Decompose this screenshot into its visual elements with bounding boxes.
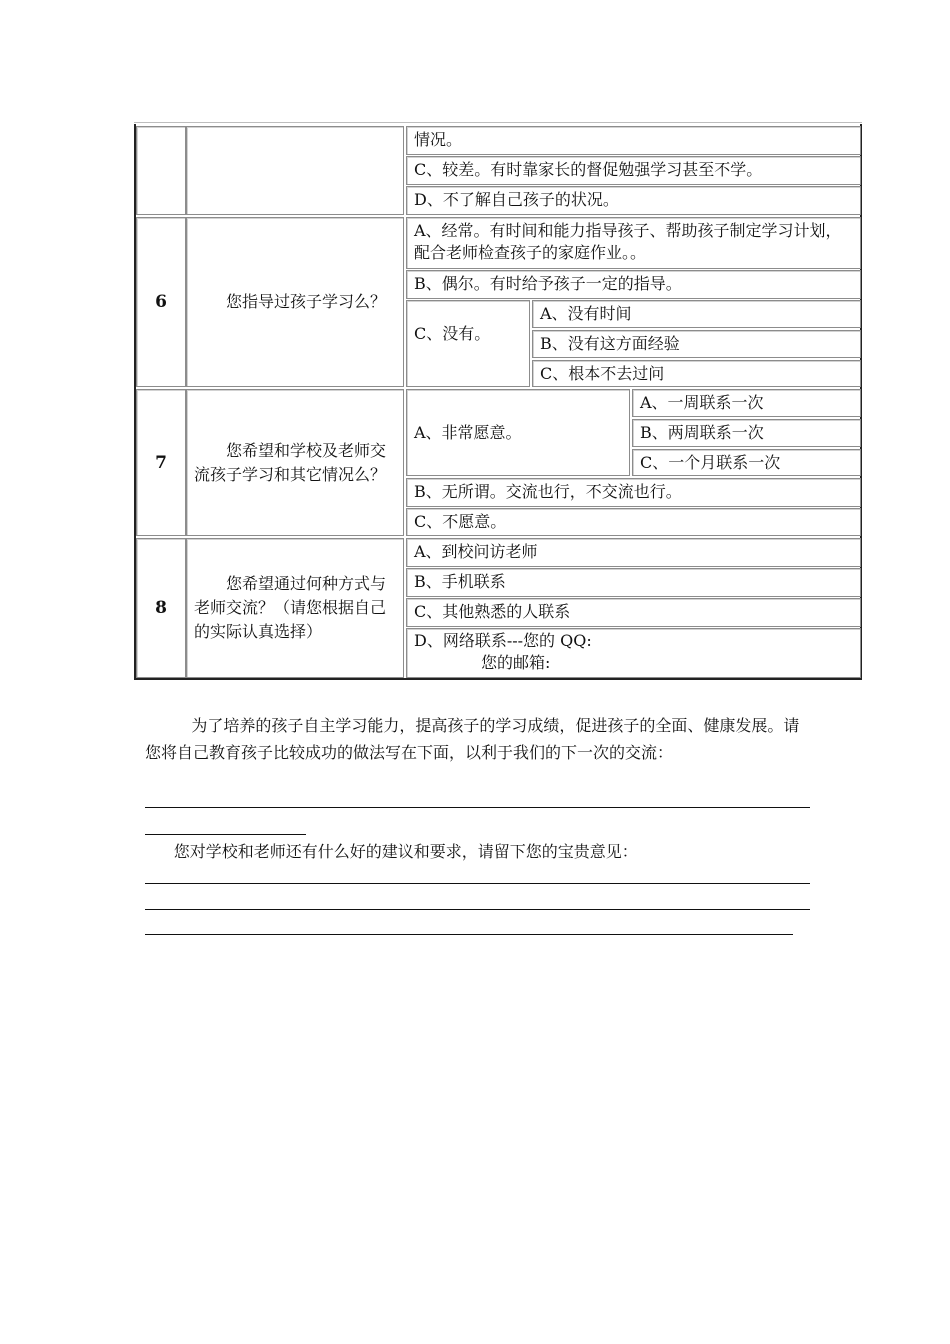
question-7-text: 您希望和学校及老师交流孩子学习和其它情况么？ bbox=[194, 440, 387, 484]
q6-sub-option-b: B、没有这方面经验 bbox=[532, 330, 861, 358]
q8-option-a: A、到校问访老师 bbox=[406, 538, 861, 567]
answer-line-3[interactable] bbox=[145, 883, 810, 884]
option-d: D、不了解自己孩子的状况。 bbox=[406, 186, 861, 215]
q7-option-c: C、不愿意。 bbox=[406, 508, 861, 536]
question-8 bbox=[186, 538, 404, 678]
q7-option-b: B、无所谓。交流也行，不交流也行。 bbox=[406, 478, 861, 507]
question-number-7: 7 bbox=[136, 389, 186, 536]
q6-option-a: A、经常。有时间和能力指导孩子、帮助孩子制定学习计划，配合老师检查孩子的家庭作业。。 bbox=[406, 217, 861, 269]
q6-sub-option-a: A、没有时间 bbox=[532, 300, 861, 328]
answer-line-1[interactable] bbox=[145, 807, 810, 808]
question-cell-empty bbox=[186, 126, 404, 215]
answer-line-4[interactable] bbox=[145, 909, 810, 910]
answer-line-5[interactable] bbox=[145, 934, 793, 935]
paragraph-success-methods: 为了培养的孩子自主学习能力，提高孩子的学习成绩，促进孩子的全面、健康发展。请您将自己教育孩子比较成功的做法写在下面，以利于我们的下一次的交流： bbox=[145, 716, 800, 762]
q7-sub-option-a: A、一周联系一次 bbox=[632, 389, 861, 417]
q7-option-a: A、非常愿意。 bbox=[406, 389, 630, 476]
q6-sub-option-c: C、根本不去过问 bbox=[532, 360, 861, 387]
question-number-8: 8 bbox=[136, 538, 186, 678]
paragraph-suggestions: 您对学校和老师还有什么好的建议和要求，请留下您的宝贵意见： bbox=[173, 842, 638, 861]
question-7 bbox=[186, 389, 404, 536]
table-top-border bbox=[134, 122, 862, 125]
q8-option-c: C、其他熟悉的人联系 bbox=[406, 598, 861, 627]
q8-option-b: B、手机联系 bbox=[406, 568, 861, 597]
question-6-text: 您指导过孩子学习么？ bbox=[226, 292, 387, 311]
q6-option-c: C、没有。 bbox=[406, 300, 530, 387]
question-8-text: 您希望通过何种方式与老师交流？（请您根据自己的实际认真选择） bbox=[194, 574, 387, 641]
q8-option-d bbox=[406, 628, 861, 678]
table-bottom-border bbox=[134, 678, 862, 680]
answer-line-2[interactable] bbox=[145, 834, 306, 835]
question-number-6: 6 bbox=[136, 217, 186, 387]
q7-sub-option-c: C、一个月联系一次 bbox=[632, 449, 861, 476]
q8-option-d-qq: D、网络联系---您的 QQ: bbox=[414, 631, 592, 650]
question-6 bbox=[186, 217, 404, 387]
option-continued: 情况。 bbox=[406, 126, 861, 155]
q6-option-b: B、偶尔。有时给予孩子一定的指导。 bbox=[406, 270, 861, 299]
row-number-cell bbox=[136, 126, 186, 215]
q8-option-d-email: 您的邮箱: bbox=[481, 653, 551, 672]
q7-sub-option-b: B、两周联系一次 bbox=[632, 419, 861, 447]
option-c: C、较差。有时靠家长的督促勉强学习甚至不学。 bbox=[406, 156, 861, 185]
